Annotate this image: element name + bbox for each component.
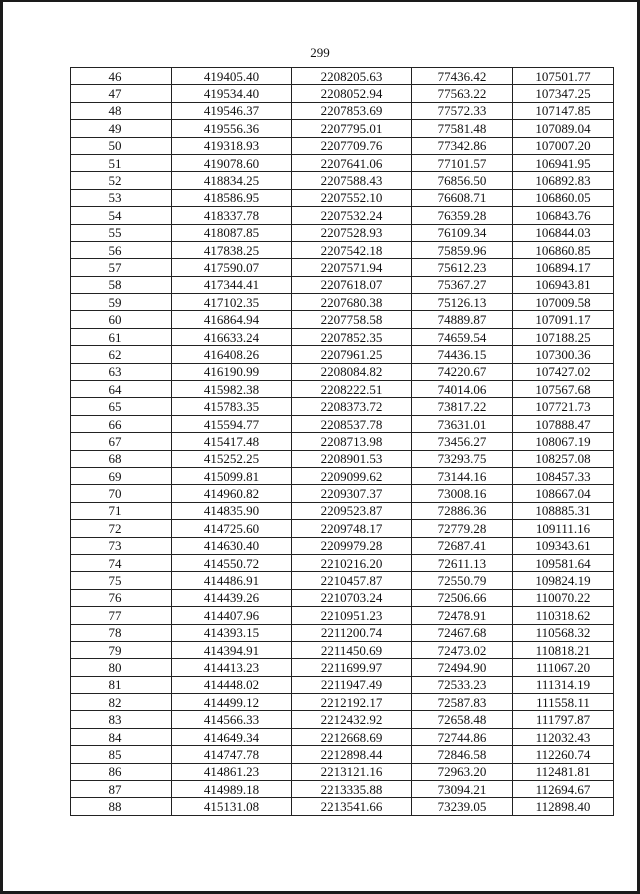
coordinate-y2-cell: 110070.22 — [513, 589, 614, 606]
coordinate-x2-cell: 74889.87 — [412, 311, 513, 328]
point-number-cell: 53 — [71, 189, 172, 206]
table-row — [71, 189, 614, 206]
coordinate-y2-cell: 107009.58 — [513, 294, 614, 311]
table-row — [71, 172, 614, 189]
coordinate-y1-cell: 2207588.43 — [292, 172, 412, 189]
table-row — [71, 415, 614, 432]
coordinate-x2-cell: 72533.23 — [412, 676, 513, 693]
coordinate-x1-cell: 415131.08 — [172, 798, 292, 815]
coordinate-y1-cell: 2213541.66 — [292, 798, 412, 815]
coordinate-x1-cell: 415417.48 — [172, 433, 292, 450]
coordinate-x2-cell: 75367.27 — [412, 276, 513, 293]
coordinate-x1-cell: 415783.35 — [172, 398, 292, 415]
table-row — [71, 694, 614, 711]
coordinate-x2-cell: 76608.71 — [412, 189, 513, 206]
coordinate-x2-cell: 72963.20 — [412, 763, 513, 780]
page-number: 299 — [310, 45, 330, 60]
coordinate-x2-cell: 72550.79 — [412, 572, 513, 589]
coordinate-x2-cell: 73144.16 — [412, 467, 513, 484]
coordinate-x2-cell: 75126.13 — [412, 294, 513, 311]
coordinate-y1-cell: 2209307.37 — [292, 485, 412, 502]
point-number-cell: 80 — [71, 659, 172, 676]
coordinate-y2-cell: 107188.25 — [513, 328, 614, 345]
coordinate-y2-cell: 107300.36 — [513, 346, 614, 363]
coordinate-x2-cell: 77581.48 — [412, 120, 513, 137]
point-number-cell: 70 — [71, 485, 172, 502]
coordinate-y2-cell: 109581.64 — [513, 554, 614, 571]
coordinate-x1-cell: 419546.37 — [172, 102, 292, 119]
coordinate-x1-cell: 414630.40 — [172, 537, 292, 554]
coordinate-y2-cell: 106894.17 — [513, 259, 614, 276]
point-number-cell: 52 — [71, 172, 172, 189]
coordinate-y1-cell: 2207853.69 — [292, 102, 412, 119]
coordinate-y2-cell: 106844.03 — [513, 224, 614, 241]
coordinate-y2-cell: 109111.16 — [513, 520, 614, 537]
coordinate-x1-cell: 414989.18 — [172, 781, 292, 798]
coordinate-x1-cell: 417102.35 — [172, 294, 292, 311]
point-number-cell: 63 — [71, 363, 172, 380]
point-number-cell: 64 — [71, 381, 172, 398]
coordinate-table-container — [70, 67, 596, 816]
coordinate-y2-cell: 108067.19 — [513, 433, 614, 450]
coordinate-y1-cell: 2212432.92 — [292, 711, 412, 728]
coordinate-y2-cell: 109343.61 — [513, 537, 614, 554]
coordinate-y2-cell: 107427.02 — [513, 363, 614, 380]
coordinate-y2-cell: 108667.04 — [513, 485, 614, 502]
coordinate-x1-cell: 414486.91 — [172, 572, 292, 589]
coordinate-x2-cell: 72658.48 — [412, 711, 513, 728]
coordinate-x2-cell: 72478.91 — [412, 607, 513, 624]
table-row — [71, 502, 614, 519]
coordinate-y2-cell: 106860.05 — [513, 189, 614, 206]
coordinate-x1-cell: 414835.90 — [172, 502, 292, 519]
point-number-cell: 82 — [71, 694, 172, 711]
coordinate-x1-cell: 414649.34 — [172, 728, 292, 745]
coordinate-y2-cell: 107089.04 — [513, 120, 614, 137]
table-row — [71, 276, 614, 293]
table-row — [71, 346, 614, 363]
coordinate-x2-cell: 74220.67 — [412, 363, 513, 380]
table-row — [71, 450, 614, 467]
point-number-cell: 71 — [71, 502, 172, 519]
coordinate-x1-cell: 414394.91 — [172, 641, 292, 658]
table-row — [71, 659, 614, 676]
coordinate-y2-cell: 109824.19 — [513, 572, 614, 589]
point-number-cell: 68 — [71, 450, 172, 467]
coordinate-y1-cell: 2207852.35 — [292, 328, 412, 345]
table-row — [71, 520, 614, 537]
table-row — [71, 781, 614, 798]
table-row — [71, 120, 614, 137]
coordinate-y1-cell: 2207961.25 — [292, 346, 412, 363]
point-number-cell: 76 — [71, 589, 172, 606]
coordinate-x1-cell: 414407.96 — [172, 607, 292, 624]
coordinate-y1-cell: 2207532.24 — [292, 207, 412, 224]
point-number-cell: 55 — [71, 224, 172, 241]
table-row — [71, 207, 614, 224]
coordinate-x1-cell: 415982.38 — [172, 381, 292, 398]
table-row — [71, 554, 614, 571]
coordinate-y2-cell: 108257.08 — [513, 450, 614, 467]
coordinate-y2-cell: 110568.32 — [513, 624, 614, 641]
coordinate-x2-cell: 72846.58 — [412, 746, 513, 763]
coordinate-y2-cell: 107567.68 — [513, 381, 614, 398]
table-row — [71, 154, 614, 171]
coordinate-y2-cell: 107147.85 — [513, 102, 614, 119]
coordinate-x2-cell: 72467.68 — [412, 624, 513, 641]
coordinate-y1-cell: 2211450.69 — [292, 641, 412, 658]
coordinate-y2-cell: 107501.77 — [513, 68, 614, 85]
coordinate-x2-cell: 73456.27 — [412, 433, 513, 450]
coordinate-x2-cell: 72473.02 — [412, 641, 513, 658]
point-number-cell: 77 — [71, 607, 172, 624]
coordinate-y2-cell: 111797.87 — [513, 711, 614, 728]
coordinate-x2-cell: 72506.66 — [412, 589, 513, 606]
table-row — [71, 537, 614, 554]
coordinate-x1-cell: 418586.95 — [172, 189, 292, 206]
coordinate-x1-cell: 414413.23 — [172, 659, 292, 676]
coordinate-y1-cell: 2208537.78 — [292, 415, 412, 432]
point-number-cell: 56 — [71, 241, 172, 258]
coordinate-y1-cell: 2207641.06 — [292, 154, 412, 171]
scan-edge-top — [0, 0, 640, 2]
coordinate-x2-cell: 75612.23 — [412, 259, 513, 276]
coordinate-x1-cell: 414499.12 — [172, 694, 292, 711]
point-number-cell: 75 — [71, 572, 172, 589]
point-number-cell: 49 — [71, 120, 172, 137]
coordinate-y2-cell: 111314.19 — [513, 676, 614, 693]
coordinate-x1-cell: 419078.60 — [172, 154, 292, 171]
coordinate-x2-cell: 74014.06 — [412, 381, 513, 398]
coordinate-y2-cell: 107888.47 — [513, 415, 614, 432]
coordinate-x2-cell: 74659.54 — [412, 328, 513, 345]
table-row — [71, 746, 614, 763]
coordinate-y2-cell: 111067.20 — [513, 659, 614, 676]
coordinate-x1-cell: 419556.36 — [172, 120, 292, 137]
coordinate-y1-cell: 2209748.17 — [292, 520, 412, 537]
table-row — [71, 68, 614, 85]
point-number-cell: 59 — [71, 294, 172, 311]
coordinate-x1-cell: 416633.24 — [172, 328, 292, 345]
coordinate-y1-cell: 2208205.63 — [292, 68, 412, 85]
coordinate-x2-cell: 73094.21 — [412, 781, 513, 798]
coordinate-y1-cell: 2208901.53 — [292, 450, 412, 467]
table-row — [71, 398, 614, 415]
point-number-cell: 58 — [71, 276, 172, 293]
coordinate-y2-cell: 111558.11 — [513, 694, 614, 711]
coordinate-x2-cell: 77436.42 — [412, 68, 513, 85]
coordinate-y1-cell: 2207758.58 — [292, 311, 412, 328]
coordinate-x2-cell: 73239.05 — [412, 798, 513, 815]
point-number-cell: 88 — [71, 798, 172, 815]
coordinate-x2-cell: 76359.28 — [412, 207, 513, 224]
point-number-cell: 47 — [71, 85, 172, 102]
table-row — [71, 137, 614, 154]
table-row — [71, 85, 614, 102]
table-row — [71, 259, 614, 276]
coordinate-x2-cell: 77101.57 — [412, 154, 513, 171]
coordinate-x1-cell: 417838.25 — [172, 241, 292, 258]
coordinate-x1-cell: 416408.26 — [172, 346, 292, 363]
point-number-cell: 73 — [71, 537, 172, 554]
coordinate-x1-cell: 414393.15 — [172, 624, 292, 641]
table-row — [71, 467, 614, 484]
coordinate-x2-cell: 72744.86 — [412, 728, 513, 745]
coordinate-x2-cell: 75859.96 — [412, 241, 513, 258]
coordinate-y2-cell: 112898.40 — [513, 798, 614, 815]
table-row — [71, 589, 614, 606]
coordinate-y2-cell: 107091.17 — [513, 311, 614, 328]
coordinate-x2-cell: 72611.13 — [412, 554, 513, 571]
coordinate-x2-cell: 77572.33 — [412, 102, 513, 119]
coordinate-x2-cell: 72494.90 — [412, 659, 513, 676]
table-row — [71, 728, 614, 745]
coordinate-y1-cell: 2211200.74 — [292, 624, 412, 641]
point-number-cell: 62 — [71, 346, 172, 363]
coordinate-y1-cell: 2210457.87 — [292, 572, 412, 589]
coordinate-y1-cell: 2208052.94 — [292, 85, 412, 102]
coordinate-y1-cell: 2213121.16 — [292, 763, 412, 780]
table-row — [71, 485, 614, 502]
table-row — [71, 572, 614, 589]
table-row — [71, 624, 614, 641]
coordinate-y2-cell: 107007.20 — [513, 137, 614, 154]
table-row — [71, 224, 614, 241]
coordinate-x1-cell: 418834.25 — [172, 172, 292, 189]
coordinate-x2-cell: 72886.36 — [412, 502, 513, 519]
coordinate-x1-cell: 414960.82 — [172, 485, 292, 502]
coordinate-y2-cell: 108885.31 — [513, 502, 614, 519]
point-number-cell: 65 — [71, 398, 172, 415]
table-row — [71, 294, 614, 311]
point-number-cell: 48 — [71, 102, 172, 119]
coordinate-x2-cell: 74436.15 — [412, 346, 513, 363]
coordinate-y1-cell: 2208222.51 — [292, 381, 412, 398]
coordinate-y2-cell: 110318.62 — [513, 607, 614, 624]
coordinate-y1-cell: 2212898.44 — [292, 746, 412, 763]
table-row — [71, 711, 614, 728]
point-number-cell: 51 — [71, 154, 172, 171]
point-number-cell: 87 — [71, 781, 172, 798]
coordinate-x2-cell: 77563.22 — [412, 85, 513, 102]
coordinate-y2-cell: 106943.81 — [513, 276, 614, 293]
point-number-cell: 69 — [71, 467, 172, 484]
coordinate-x1-cell: 414747.78 — [172, 746, 292, 763]
coordinate-y1-cell: 2207571.94 — [292, 259, 412, 276]
point-number-cell: 84 — [71, 728, 172, 745]
coordinate-x1-cell: 416190.99 — [172, 363, 292, 380]
coordinate-y1-cell: 2211699.97 — [292, 659, 412, 676]
coordinate-x1-cell: 417344.41 — [172, 276, 292, 293]
coordinate-x1-cell: 415099.81 — [172, 467, 292, 484]
coordinate-x1-cell: 414566.33 — [172, 711, 292, 728]
table-row — [71, 328, 614, 345]
coordinate-y1-cell: 2211947.49 — [292, 676, 412, 693]
coordinate-y2-cell: 112032.43 — [513, 728, 614, 745]
point-number-cell: 61 — [71, 328, 172, 345]
coordinate-y2-cell: 110818.21 — [513, 641, 614, 658]
coordinate-x1-cell: 415252.25 — [172, 450, 292, 467]
point-number-cell: 67 — [71, 433, 172, 450]
coordinate-x2-cell: 72587.83 — [412, 694, 513, 711]
coordinate-x1-cell: 419318.93 — [172, 137, 292, 154]
point-number-cell: 83 — [71, 711, 172, 728]
coordinate-y1-cell: 2207528.93 — [292, 224, 412, 241]
coordinate-x2-cell: 76856.50 — [412, 172, 513, 189]
coordinate-x1-cell: 417590.07 — [172, 259, 292, 276]
coordinate-y1-cell: 2213335.88 — [292, 781, 412, 798]
coordinate-y1-cell: 2207680.38 — [292, 294, 412, 311]
coordinate-x2-cell: 73008.16 — [412, 485, 513, 502]
coordinate-y1-cell: 2212192.17 — [292, 694, 412, 711]
table-row — [71, 607, 614, 624]
table-row — [71, 433, 614, 450]
table-row — [71, 641, 614, 658]
coordinate-x1-cell: 418337.78 — [172, 207, 292, 224]
coordinate-y1-cell: 2207618.07 — [292, 276, 412, 293]
point-number-cell: 54 — [71, 207, 172, 224]
coordinate-x1-cell: 414448.02 — [172, 676, 292, 693]
coordinate-table-body — [71, 68, 614, 816]
coordinate-x2-cell: 76109.34 — [412, 224, 513, 241]
table-row — [71, 241, 614, 258]
coordinate-y1-cell: 2207709.76 — [292, 137, 412, 154]
coordinate-y1-cell: 2207552.10 — [292, 189, 412, 206]
point-number-cell: 78 — [71, 624, 172, 641]
coordinate-x1-cell: 419405.40 — [172, 68, 292, 85]
coordinate-y1-cell: 2208373.72 — [292, 398, 412, 415]
coordinate-x1-cell: 415594.77 — [172, 415, 292, 432]
point-number-cell: 72 — [71, 520, 172, 537]
point-number-cell: 60 — [71, 311, 172, 328]
point-number-cell: 57 — [71, 259, 172, 276]
coordinate-y1-cell: 2210703.24 — [292, 589, 412, 606]
coordinate-x1-cell: 414725.60 — [172, 520, 292, 537]
coordinate-y2-cell: 106860.85 — [513, 241, 614, 258]
coordinate-y1-cell: 2212668.69 — [292, 728, 412, 745]
point-number-cell: 85 — [71, 746, 172, 763]
coordinate-y1-cell: 2210951.23 — [292, 607, 412, 624]
coordinate-y2-cell: 112260.74 — [513, 746, 614, 763]
coordinate-x2-cell: 72687.41 — [412, 537, 513, 554]
coordinate-y1-cell: 2207795.01 — [292, 120, 412, 137]
point-number-cell: 79 — [71, 641, 172, 658]
coordinate-y1-cell: 2207542.18 — [292, 241, 412, 258]
coordinate-y2-cell: 107347.25 — [513, 85, 614, 102]
coordinate-y2-cell: 106843.76 — [513, 207, 614, 224]
table-row — [71, 311, 614, 328]
coordinate-y1-cell: 2209523.87 — [292, 502, 412, 519]
point-number-cell: 81 — [71, 676, 172, 693]
table-row — [71, 381, 614, 398]
coordinate-x2-cell: 72779.28 — [412, 520, 513, 537]
point-number-cell: 50 — [71, 137, 172, 154]
coordinate-y1-cell: 2208713.98 — [292, 433, 412, 450]
coordinate-y1-cell: 2210216.20 — [292, 554, 412, 571]
coordinate-table — [70, 67, 614, 816]
table-row — [71, 363, 614, 380]
coordinate-x2-cell: 73293.75 — [412, 450, 513, 467]
coordinate-y2-cell: 108457.33 — [513, 467, 614, 484]
coordinate-x1-cell: 414550.72 — [172, 554, 292, 571]
coordinate-x1-cell: 418087.85 — [172, 224, 292, 241]
table-row — [71, 763, 614, 780]
table-row — [71, 676, 614, 693]
coordinate-x2-cell: 73631.01 — [412, 415, 513, 432]
coordinate-x1-cell: 414861.23 — [172, 763, 292, 780]
coordinate-y2-cell: 106892.83 — [513, 172, 614, 189]
coordinate-y2-cell: 112481.81 — [513, 763, 614, 780]
table-row — [71, 102, 614, 119]
coordinate-y2-cell: 112694.67 — [513, 781, 614, 798]
point-number-cell: 86 — [71, 763, 172, 780]
coordinate-x1-cell: 416864.94 — [172, 311, 292, 328]
coordinate-y2-cell: 106941.95 — [513, 154, 614, 171]
coordinate-y1-cell: 2209979.28 — [292, 537, 412, 554]
coordinate-x2-cell: 73817.22 — [412, 398, 513, 415]
coordinate-y1-cell: 2209099.62 — [292, 467, 412, 484]
coordinate-x1-cell: 414439.26 — [172, 589, 292, 606]
point-number-cell: 66 — [71, 415, 172, 432]
point-number-cell: 46 — [71, 68, 172, 85]
coordinate-x1-cell: 419534.40 — [172, 85, 292, 102]
coordinate-y1-cell: 2208084.82 — [292, 363, 412, 380]
table-row — [71, 798, 614, 815]
coordinate-x2-cell: 77342.86 — [412, 137, 513, 154]
point-number-cell: 74 — [71, 554, 172, 571]
coordinate-y2-cell: 107721.73 — [513, 398, 614, 415]
scan-edge-left — [0, 0, 3, 894]
